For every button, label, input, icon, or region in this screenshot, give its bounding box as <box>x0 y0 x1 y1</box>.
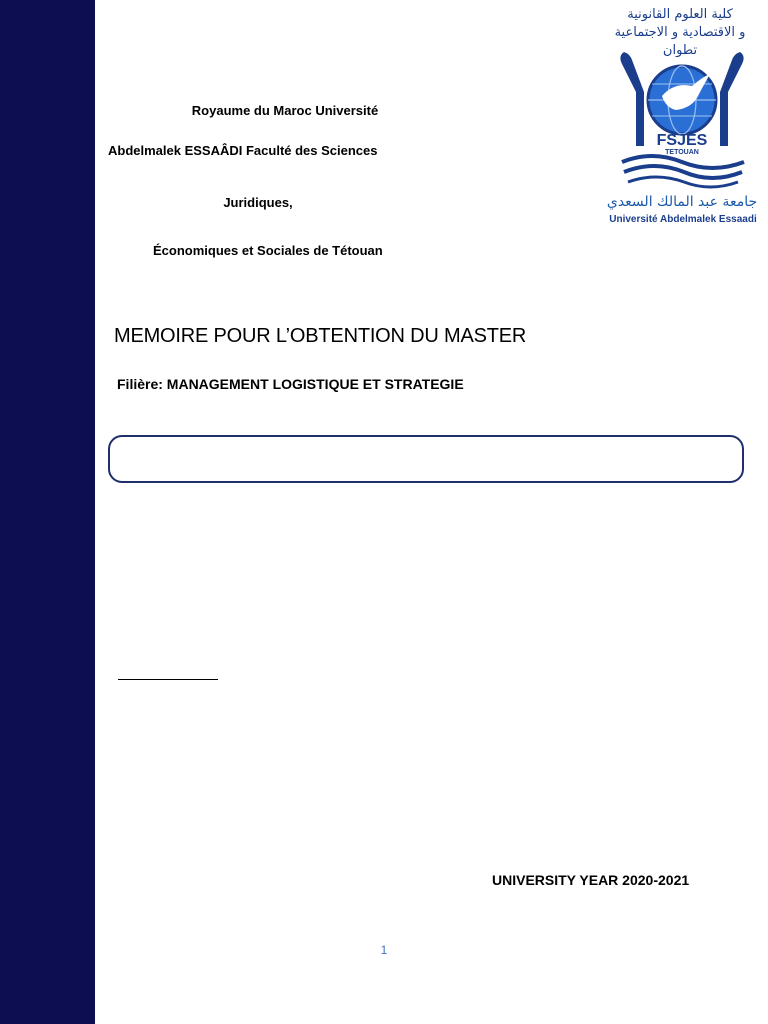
university-year: UNIVERSITY YEAR 2020-2021 <box>492 872 690 888</box>
document-title: MEMOIRE POUR L’OBTENTION DU MASTER <box>114 325 527 347</box>
logo-acronym: FSJES <box>656 132 708 149</box>
logo-arabic-top: كلية العلوم القانونية و الاقتصادية و الاجتماعية تطوان <box>614 7 746 58</box>
page-number: 1 <box>380 943 388 957</box>
header-line-1: Royaume du Maroc Université <box>191 103 379 118</box>
signature-underline <box>118 679 218 680</box>
logo-city: TETOUAN <box>665 149 699 156</box>
left-sidebar-band <box>0 0 95 1024</box>
header-line-4: Économiques et Sociales de Tétouan <box>153 243 383 258</box>
logo-french-bottom: Université Abdelmalek Essaadi <box>609 214 757 225</box>
header-line-3: Juridiques, <box>223 195 293 210</box>
logo-right-pillar <box>720 52 744 146</box>
header-line-2: Abdelmalek ESSAÂDI Faculté des Sciences <box>108 143 378 158</box>
logo-left-pillar <box>620 52 644 146</box>
filiere-line: Filière: MANAGEMENT LOGISTIQUE ET STRATEGIE <box>117 376 464 392</box>
logo-arabic-bottom: جامعة عبد المالك السعدي <box>606 194 758 210</box>
topic-box <box>108 435 744 483</box>
